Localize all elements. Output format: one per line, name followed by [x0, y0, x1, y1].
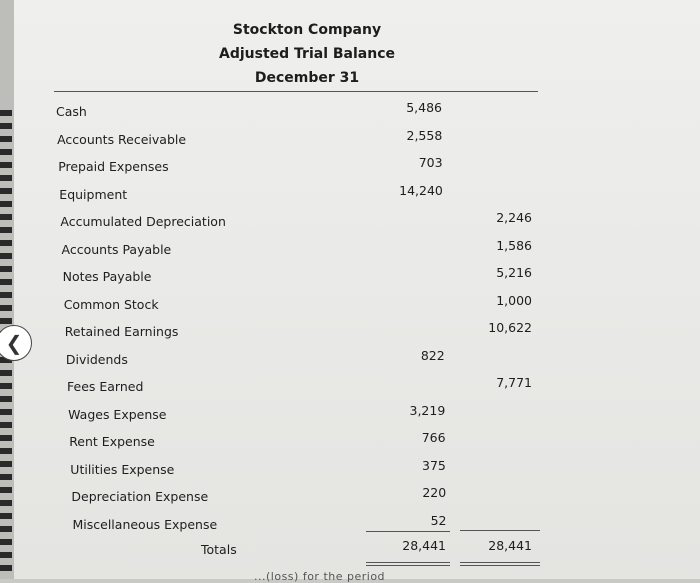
- edge-bar: [0, 383, 12, 389]
- table-row: [14, 100, 700, 124]
- account-name: Rent Expense: [69, 434, 155, 449]
- totals-debit: 28,441: [402, 538, 446, 553]
- debit-double-rule-2: [366, 565, 450, 566]
- edge-bar: [0, 500, 12, 506]
- table-row: [14, 375, 700, 399]
- account-name: Equipment: [59, 186, 128, 202]
- account-name: Accumulated Depreciation: [60, 214, 226, 229]
- edge-bar: [0, 487, 12, 493]
- debit-double-rule-1: [366, 562, 450, 563]
- account-name: Prepaid Expenses: [58, 159, 169, 174]
- account-name: Utilities Expense: [70, 461, 175, 477]
- edge-bar: [0, 149, 12, 155]
- edge-bar: [0, 279, 12, 285]
- chevron-left-icon: ❮: [5, 331, 23, 355]
- totals-row: [14, 538, 700, 562]
- table-row: [14, 485, 700, 509]
- credit-amount: 1,000: [496, 292, 532, 308]
- edge-bar: [0, 175, 12, 181]
- table-row: [14, 265, 700, 289]
- credit-amount: 5,216: [496, 265, 532, 280]
- credit-amount: 7,771: [496, 375, 532, 390]
- table-row: [14, 182, 700, 207]
- edge-bar: [0, 292, 12, 298]
- edge-bar: [0, 435, 12, 441]
- account-name: Common Stock: [63, 296, 159, 312]
- totals-credit: 28,441: [488, 538, 532, 553]
- edge-bar: [0, 253, 12, 259]
- account-name: Fees Earned: [67, 379, 144, 394]
- totals-label: Totals: [201, 542, 237, 557]
- account-name: Accounts Payable: [61, 241, 172, 257]
- edge-bar: [0, 214, 12, 220]
- account-name: Retained Earnings: [64, 324, 179, 339]
- debit-amount: 766: [421, 430, 446, 445]
- table-row: [14, 457, 700, 482]
- trial-balance-sheet: [14, 0, 700, 583]
- edge-bar: [0, 305, 12, 311]
- edge-bar: [0, 565, 12, 571]
- table-row: [14, 155, 700, 179]
- edge-bar: [0, 162, 12, 168]
- debit-amount: 375: [422, 457, 446, 473]
- credit-amount: 10,622: [488, 320, 532, 335]
- debit-amount: 3,219: [409, 402, 446, 418]
- credit-amount: 2,246: [496, 210, 532, 225]
- debit-total-rule: [366, 531, 450, 532]
- table-row: [14, 237, 700, 262]
- account-name: Dividends: [65, 351, 128, 367]
- table-row: [14, 320, 700, 344]
- account-name: Depreciation Expense: [71, 489, 209, 504]
- edge-bar: [0, 539, 12, 545]
- account-name: Cash: [56, 104, 87, 119]
- edge-bar: [0, 188, 12, 194]
- edge-bar: [0, 513, 12, 519]
- credit-double-rule-1: [460, 562, 540, 563]
- edge-bar: [0, 409, 12, 415]
- account-name: Notes Payable: [62, 269, 152, 284]
- table-row: [14, 127, 700, 152]
- edge-bar: [0, 266, 12, 272]
- edge-bar: [0, 461, 12, 467]
- report-title: Adjusted Trial Balance: [219, 46, 395, 62]
- account-name: Wages Expense: [68, 406, 167, 422]
- debit-amount: 703: [418, 155, 443, 170]
- credit-total-rule: [460, 530, 540, 531]
- account-name: Accounts Receivable: [57, 131, 187, 147]
- debit-amount: 52: [430, 512, 447, 528]
- edge-bar: [0, 474, 12, 480]
- edge-bar: [0, 526, 12, 532]
- debit-amount: 220: [422, 485, 447, 500]
- edge-bar: [0, 227, 12, 233]
- credit-amount: 1,586: [496, 237, 532, 253]
- edge-bar: [0, 201, 12, 207]
- table-row: [14, 210, 700, 234]
- debit-amount: 822: [420, 347, 445, 363]
- account-name: Miscellaneous Expense: [72, 516, 218, 532]
- debit-amount: 14,240: [399, 182, 443, 198]
- table-row: [14, 512, 700, 537]
- edge-bar: [0, 110, 12, 116]
- cutoff-text: ...(loss) for the period: [254, 570, 386, 583]
- table-row: [14, 430, 700, 454]
- table-row: [14, 292, 700, 317]
- credit-double-rule-2: [460, 565, 540, 566]
- edge-bar: [0, 370, 12, 376]
- edge-bar: [0, 240, 12, 246]
- edge-bar: [0, 318, 12, 324]
- table-row: [14, 402, 700, 427]
- edge-bar: [0, 422, 12, 428]
- edge-bar: [0, 136, 12, 142]
- table-row: [14, 347, 700, 372]
- edge-bar: [0, 123, 12, 129]
- debit-amount: 5,486: [406, 100, 442, 115]
- header-rule: [54, 91, 538, 92]
- edge-bar: [0, 448, 12, 454]
- report-date: December 31: [254, 70, 360, 86]
- edge-bar: [0, 396, 12, 402]
- debit-amount: 2,558: [406, 127, 443, 143]
- edge-bar: [0, 552, 12, 558]
- company-name: Stockton Company: [232, 22, 382, 38]
